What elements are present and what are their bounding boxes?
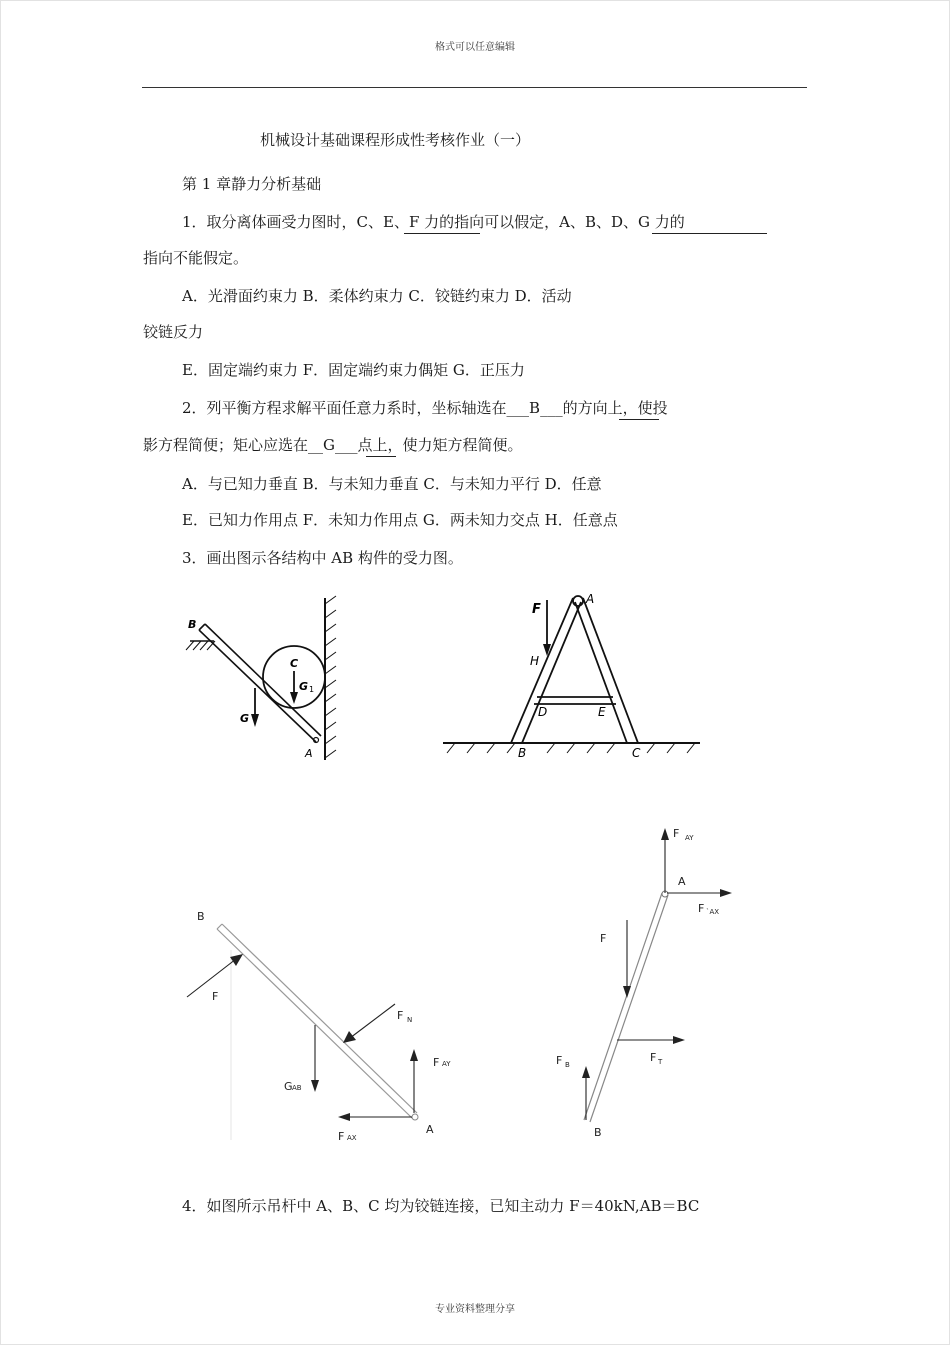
footer-note: 专业资料整理分享 <box>435 1304 515 1315</box>
answer-underline <box>366 456 396 457</box>
label-A: A <box>426 1123 434 1136</box>
label-C: C <box>290 657 299 670</box>
figure-bar-roller-wall <box>180 590 350 770</box>
document-title: 机械设计基础课程形成性考核作业（一） <box>260 131 531 149</box>
figure-a-frame <box>440 575 705 765</box>
header-note: 格式可以任意编辑 <box>435 42 515 53</box>
label-F: F <box>212 990 219 1003</box>
label-FB: F <box>556 1054 563 1067</box>
label-A: A <box>586 592 595 606</box>
label-B: B <box>518 746 527 760</box>
question-4: 4．如图所示吊杆中 A、B、C 均为铰链连接，已知主动力 F＝40kN,AB＝BC <box>182 1197 700 1215</box>
label-FB-sub: B <box>565 1061 570 1069</box>
label-FAY-sub: AY <box>685 834 694 842</box>
label-FN: F <box>397 1009 404 1022</box>
label-F: F <box>600 932 607 945</box>
label-D: D <box>538 705 548 719</box>
label-FAY: F <box>673 827 680 840</box>
figure-free-body-ladder-leg <box>550 820 750 1140</box>
figure-free-body-bar <box>180 895 450 1150</box>
label-FAX: F <box>698 902 705 915</box>
label-FT: F <box>650 1051 657 1064</box>
label-A: A <box>305 747 313 760</box>
label-FT-sub: T <box>658 1058 663 1066</box>
question-2-options-1: A．与已知力垂直 B．与未知力垂直 C．与未知力平行 D．任意 <box>182 475 602 493</box>
label-GAB: G <box>284 1080 293 1093</box>
label-E: E <box>598 705 606 719</box>
question-1-options-2: 铰链反力 <box>143 323 204 341</box>
label-B: B <box>188 618 197 631</box>
label-G1-sub: 1 <box>309 685 315 694</box>
label-B: B <box>197 910 205 923</box>
label-F: F <box>532 602 541 617</box>
label-FN-sub: N <box>407 1016 413 1024</box>
label-G: G <box>240 712 250 725</box>
label-G1: G <box>299 680 309 693</box>
answer-underline <box>404 233 480 234</box>
label-B: B <box>594 1126 602 1139</box>
question-2-line-2: 影方程简便；矩心应选在__G___点上，使力矩方程简便。 <box>143 436 523 454</box>
question-1-line-2: 指向不能假定。 <box>143 249 249 267</box>
label-H: H <box>530 654 540 668</box>
answer-underline <box>619 419 659 420</box>
label-A: A <box>678 875 686 888</box>
chapter-heading: 第 1 章静力分析基础 <box>182 175 322 193</box>
label-FAX-sub: AX <box>347 1134 357 1142</box>
question-2-options-2: E．已知力作用点 F．未知力作用点 G．两未知力交点 H．任意点 <box>182 511 618 529</box>
question-2-line-1: 2．列平衡方程求解平面任意力系时，坐标轴选在___B___的方向上，使投 <box>182 399 668 417</box>
question-1-line-1: 1．取分离体画受力图时，C、E、F 力的指向可以假定，A、B、D、G 力的 <box>182 213 685 231</box>
question-1-options-3: E．固定端约束力 F．固定端约束力偶矩 G．正压力 <box>182 361 525 379</box>
question-1-options-1: A．光滑面约束力 B．柔体约束力 C．铰链约束力 D．活动 <box>182 287 572 305</box>
label-FAX-sub: `AX <box>706 908 720 916</box>
label-FAX: F <box>338 1130 345 1143</box>
label-GAB-sub: AB <box>292 1084 302 1092</box>
answer-underline <box>652 233 767 234</box>
label-C: C <box>632 746 641 760</box>
label-FAY-sub: AY <box>442 1060 451 1068</box>
header-rule <box>142 87 807 88</box>
label-FAY: F <box>433 1056 440 1069</box>
question-3: 3．画出图示各结构中 AB 构件的受力图。 <box>182 549 463 567</box>
